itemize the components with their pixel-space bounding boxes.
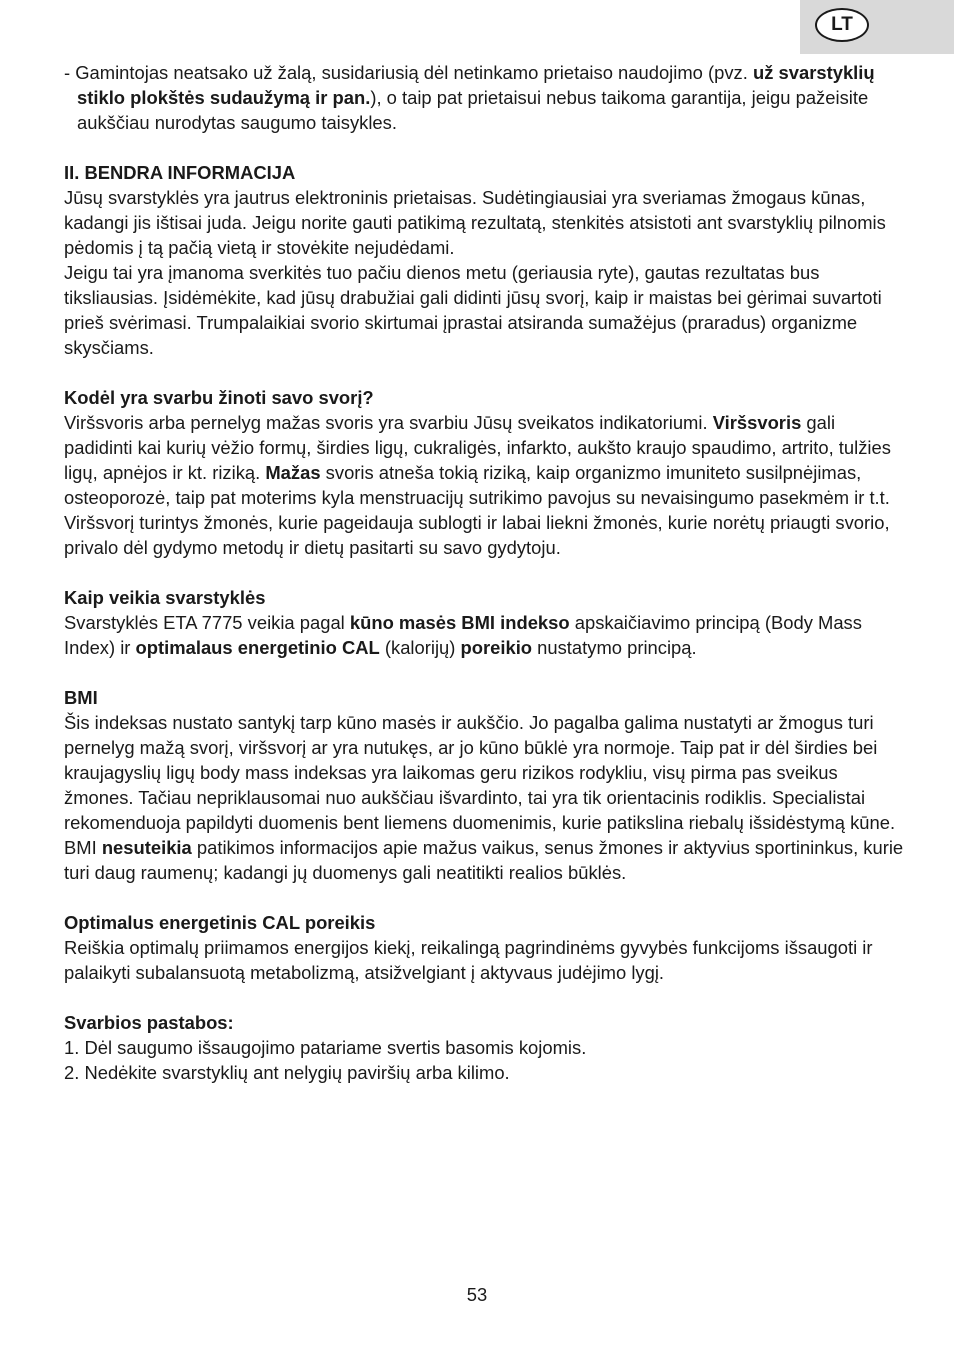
language-tab xyxy=(800,0,954,54)
section-how xyxy=(64,585,904,660)
section-notes xyxy=(64,1010,904,1085)
section-cal xyxy=(64,910,904,985)
intro-paragraph: - Gamintojas neatsako už žalą, susidariusią dėl netinkamo prietaiso naudojimo (pvz. už svarstyklių stiklo plokštės sudaužymą ir pan.), o taip pat prietaisui nebus taikoma garantija, jeigu pažeisite aukščiau nurodytas saugumo taisykles. xyxy=(64,62,875,133)
paragraph: Svarstyklės ETA 7775 veikia pagal kūno masės BMI indekso apskaičiavimo principą (Body Mass Index) ir optimalaus energetinio CAL (kalorijų) poreikio nustatymo principą. xyxy=(64,612,862,658)
section-heading: BMI xyxy=(64,687,98,708)
section-why xyxy=(64,385,904,560)
section-heading: Kodėl yra svarbu žinoti savo svorį? xyxy=(64,387,374,408)
language-badge: LT xyxy=(815,8,869,42)
section-heading: Kaip veikia svarstyklės xyxy=(64,587,266,608)
section-general xyxy=(64,160,904,360)
paragraph: Jūsų svarstyklės yra jautrus elektroninis prietaisas. Sudėtingiausiai yra sveriamas žmogaus kūnas, kadangi jis ištisai juda. Jeigu norite gauti patikimą rezultatą, stenkitės atsistoti ant svarstyklių pilnomis pėdomis į tą pačią vietą ir stovėkite nejudėdami. xyxy=(64,187,886,258)
section-heading: Optimalus energetinis CAL poreikis xyxy=(64,912,376,933)
paragraph: Viršsvorį turintys žmonės, kurie pageidauja sublogti ir labai liekni žmonės, kurie norėtų priaugti svorio, privalo dėl gydymo metodų ir dietų pasitarti su savo gydytoju. xyxy=(64,512,890,558)
section-heading: Svarbios pastabos: xyxy=(64,1012,234,1033)
paragraph: Jeigu tai yra įmanoma sverkitės tuo pačiu dienos metu (geriausia ryte), gautas rezultatas bus tiksliausias. Įsidėmėkite, kad jūsų drabužiai gali didinti jūsų svorį, kaip ir maistas bei gėrimai suvartoti prieš svėrimasi. Trumpalaikiai svorio skirtumai įprastai atsiranda sumažėjus (praradus) organizme skysčiams. xyxy=(64,262,882,358)
page-number: 53 xyxy=(466,1284,488,1305)
section-bmi xyxy=(64,685,904,885)
paragraph: Viršsvoris arba pernelyg mažas svoris yra svarbiu Jūsų sveikatos indikatoriumi. Viršsvoris gali padidinti kai kurių vėžio formų, širdies ligų, cukraligės, infarkto, aukšto kraujo spaudimo, artrito, tulžies ligų, apnėjos ir kt. riziką. Mažas svoris atneša tokią riziką, kaip organizmo imuniteto susilpnėjimas, osteoporozė, taip pat moterims kyla menstruacijų sutrikimo pavojus su nevaisingumo pasekmėm ir t.t. xyxy=(64,412,891,508)
paragraph: Reiškia optimalų priimamos energijos kiekį, reikalingą pagrindinėms gyvybės funkcijoms išsaugoti ir palaikyti subalansuotą metabolizmą, atsižvelgiant į aktyvaus judėjimo lygį. xyxy=(64,937,873,983)
section-heading: II. BENDRA INFORMACIJA xyxy=(64,162,296,183)
list-item: 1. Dėl saugumo išsaugojimo patariame svertis basomis kojomis. xyxy=(64,1037,587,1058)
paragraph: Šis indeksas nustato santykį tarp kūno masės ir aukščio. Jo pagalba galima nustatyti ar žmogus turi pernelyg mažą svorį, viršsvorį ar yra nutukęs, ar jo kūno būklė yra normoje. Taip pat ir dėl širdies bei kraujagyslių ligų body mass indeksas yra laikomas geru rizikos rodykliu, visų pirma pas sveikus žmones. Tačiau nepriklausomai nuo aukščiau išvardinto, tai yra tik orientacinis rodiklis. Specialistai rekomenduoja papildyti duomenis bent liemens duomenimis, kurie patikslina riebalų išsidėstymą kūne. xyxy=(64,712,896,833)
document-body xyxy=(64,60,904,1110)
list-item: 2. Nedėkite svarstyklių ant nelygių paviršių arba kilimo. xyxy=(64,1062,510,1083)
paragraph: BMI nesuteikia patikimos informacijos apie mažus vaikus, senus žmones ir aktyvius sportininkus, kurie turi daug raumenų; kadangi jų duomenys gali neatitikti realios būklės. xyxy=(64,837,904,883)
